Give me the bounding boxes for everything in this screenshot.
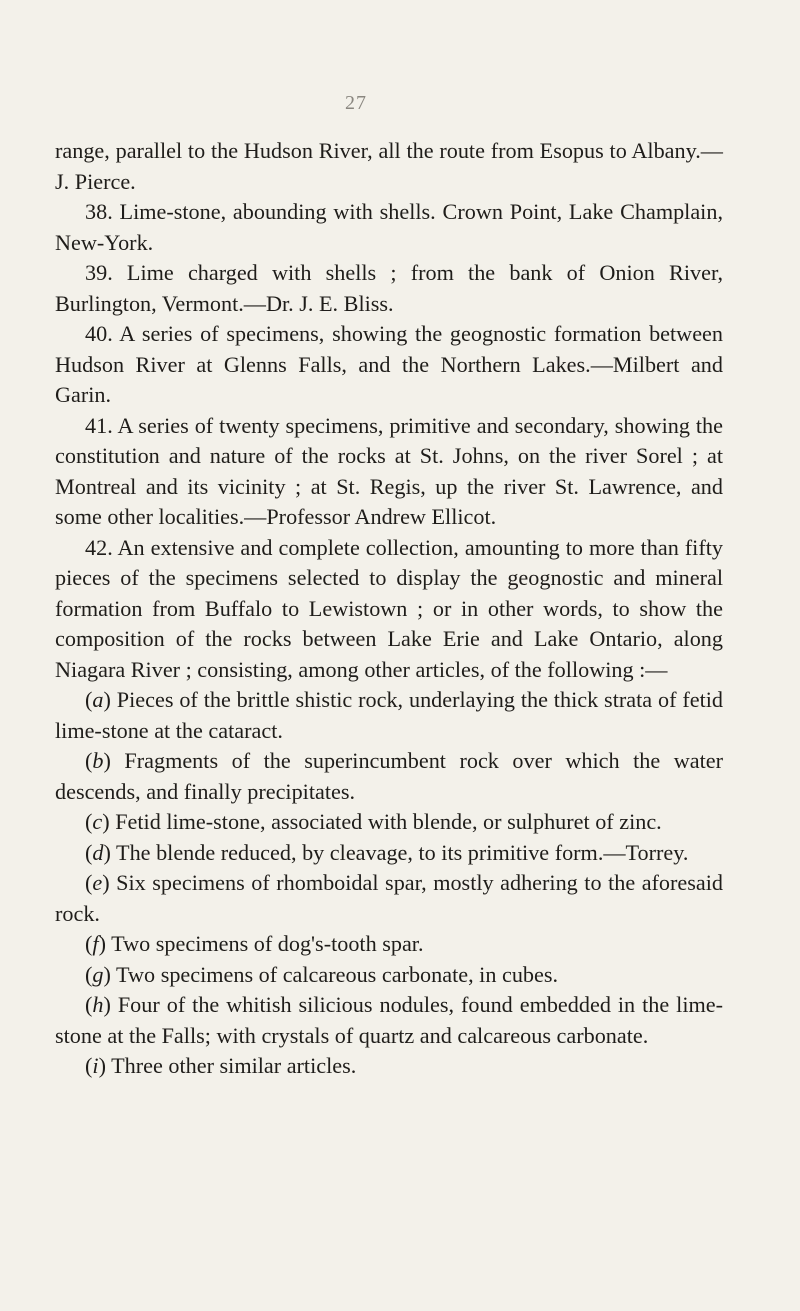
entry-40: 40. A series of specimens, showing the geognostic formation between Hudson River at Glenns Falls, and the Northern Lakes.—Milbert and Garin. [55,321,723,407]
item-text: Fragments of the superincumbent rock over which the water descends, and finally precipitates. [55,748,724,804]
page-number: 27 [345,92,367,114]
item-text: Six specimens of rhomboidal spar, mostly adhering to the aforesaid rock. [55,870,724,926]
item-text: Fetid lime-stone, associated with blende, or sulphuret of zinc. [115,809,662,834]
item-letter: e [92,870,103,895]
entry-38: 38. Lime-stone, abounding with shells. Crown Point, Lake Champlain, New-York. [55,199,723,255]
item-letter: b [92,748,104,773]
item-text: Three other similar articles. [111,1053,357,1078]
item-letter: f [92,931,99,956]
item-letter: i [92,1053,99,1078]
item-text: The blende reduced, by cleavage, to its primitive form.—Torrey. [116,839,689,865]
list-item-g: (g) Two specimens of calcareous carbonate, in cubes. [85,961,559,987]
item-letter: a [92,687,104,712]
entry-39: 39. Lime charged with shells ; from the bank of Onion River, Burlington, Vermont.—Dr. J. E. Bliss. [55,260,723,316]
item-letter: d [92,839,104,865]
entry-41: 41. A series of twenty specimens, primitive and secondary, showing the constitution and nature of the rocks at St. Johns, on the river Sorel ; at Montreal and its vicinity ; at St. Regis, up the river St. Lawrence, and some other localities.—Professor Andrew Ellicot. [55,412,723,529]
entry-42: 42. An extensive and complete collection, amounting to more than fifty pieces of the specimens selected to display the geognostic and mineral formation from Buffalo to Lewistown ; or in other words, to show the composition of the rocks between Lake Erie and Lake Ontario, along Niagara River ; consisting, among other articles, of the following :— [55,534,723,682]
list-item-i: (i) Three other similar articles. [85,1053,357,1078]
item-text: Pieces of the brittle shistic rock, underlaying the thick strata of fetid lime-stone at the cataract. [55,687,724,743]
list-item-d: (d) The blende reduced, by cleavage, to its primitive form.—Torrey. [85,839,689,865]
list-item-f: (f) Two specimens of dog's-tooth spar. [85,931,424,956]
list-item-b: (b) Fragments of the superincumbent rock over which the water descends, and finally precipitates. [55,748,724,804]
paragraph-continuation: range, parallel to the Hudson River, all the route from Esopus to Albany.—J. Pierce. [55,138,723,194]
list-item-c: (c) Fetid lime-stone, associated with blende, or sulphuret of zinc. [85,809,662,834]
item-text: Two specimens of calcareous carbonate, in cubes. [116,961,559,987]
item-text: Four of the whitish silicious nodules, found embedded in the lime-stone at the Falls; with crystals of quartz and calcareous carbonate. [55,992,723,1048]
item-letter: g [92,961,104,987]
item-letter: c [92,809,103,834]
item-letter: h [92,992,104,1017]
list-item-h: (h) Four of the whitish silicious nodules, found embedded in the lime-stone at the Falls; with crystals of quartz and calcareous carbonate. [55,992,723,1048]
item-text: Two specimens of dog's-tooth spar. [111,931,424,956]
page-body [55,136,723,1082]
list-item-a: (a) Pieces of the brittle shistic rock, underlaying the thick strata of fetid lime-stone at the cataract. [55,687,724,743]
list-item-e: (e) Six specimens of rhomboidal spar, mostly adhering to the aforesaid rock. [55,870,724,926]
